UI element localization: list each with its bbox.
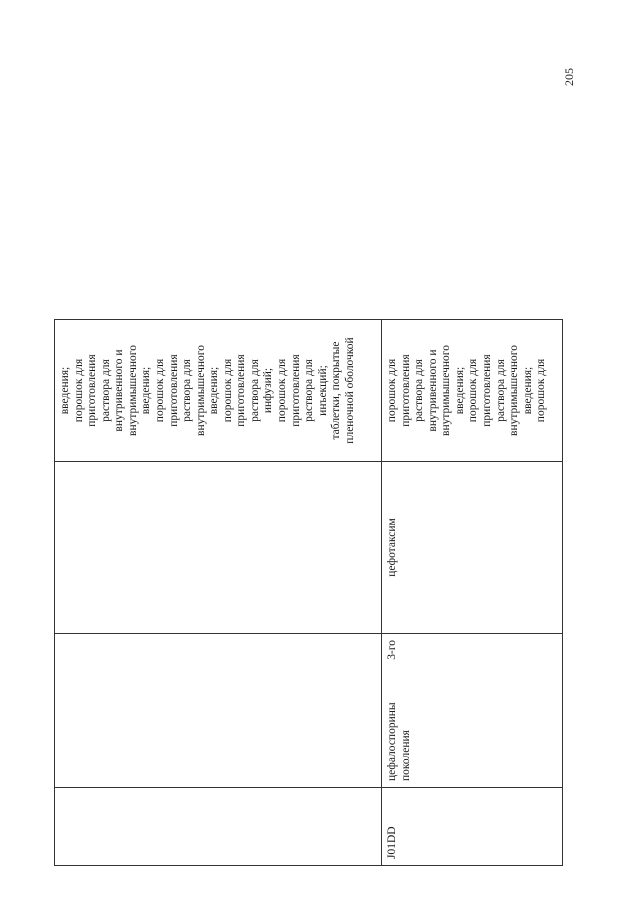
atc-code-cell <box>55 788 382 866</box>
dosage-forms-cell <box>382 320 563 462</box>
dosage-form-line: раствора для <box>494 359 507 422</box>
dosage-form-line: внутримышечного <box>440 345 453 436</box>
dosage-form-line: внутримышечного <box>508 345 521 436</box>
drug-name-cell <box>55 462 382 634</box>
page-number: 205 <box>562 68 576 86</box>
dosage-form-line: порошок для <box>276 358 288 423</box>
drug-group-word: цефалоспорины <box>386 702 398 781</box>
table-row <box>55 320 382 866</box>
dosage-form-line: пленочной оболочкой <box>343 337 356 444</box>
atc-code-cell: J01DD <box>382 788 563 866</box>
dosage-form-line: порошок для <box>72 358 85 423</box>
dosage-form-line: внутривенного и <box>426 349 439 432</box>
dosage-form-line: приготовления <box>86 354 99 427</box>
dosage-form-line: раствора для <box>413 359 426 422</box>
dosage-form-line: таблетки, покрытые <box>330 341 343 440</box>
dosage-form-line: приготовления <box>480 354 493 427</box>
dosage-form-line: введения; <box>453 366 466 415</box>
dosage-form-line: введения; <box>208 366 221 415</box>
dosage-form-line: внутримышечного <box>194 345 207 436</box>
dosage-form-line: внутримышечного <box>126 345 139 436</box>
dosage-form-line: инфузий; <box>262 367 275 414</box>
dosage-form-line: порошок для <box>221 358 234 423</box>
drug-name-cell: цефотаксим <box>382 462 563 634</box>
dosage-form-line: раствора для <box>303 359 316 422</box>
dosage-form-line: порошок для <box>467 358 480 423</box>
dosage-form-line: инъекций; <box>316 365 329 416</box>
dosage-form-line: порошок для <box>386 358 398 423</box>
drug-group-line: поколения <box>399 730 412 781</box>
drug-group-cell <box>55 634 382 788</box>
rotated-table-container <box>54 320 562 866</box>
drug-group-word: 3-го <box>386 640 398 660</box>
dosage-form-line: раствора для <box>248 359 261 422</box>
drug-group-line <box>386 640 400 781</box>
dosage-form-line: внутривенного и <box>113 349 126 432</box>
dosage-form-line: приготовления <box>235 354 248 427</box>
drug-group-cell <box>382 634 563 788</box>
dosage-form-line: приготовления <box>167 354 180 427</box>
dosage-form-line: порошок для <box>535 358 548 423</box>
dosage-form-line: введения; <box>59 366 71 415</box>
dosage-form-line: раствора для <box>99 359 112 422</box>
drug-table <box>54 319 563 866</box>
dosage-form-line: приготовления <box>399 354 412 427</box>
dosage-form-line: раствора для <box>181 359 194 422</box>
dosage-form-line: приготовления <box>289 354 302 427</box>
dosage-form-line: введения; <box>140 366 153 415</box>
dosage-form-line: порошок для <box>153 358 166 423</box>
dosage-form-line: введения; <box>521 366 534 415</box>
dosage-forms-cell <box>55 320 382 462</box>
table-row <box>382 320 563 866</box>
